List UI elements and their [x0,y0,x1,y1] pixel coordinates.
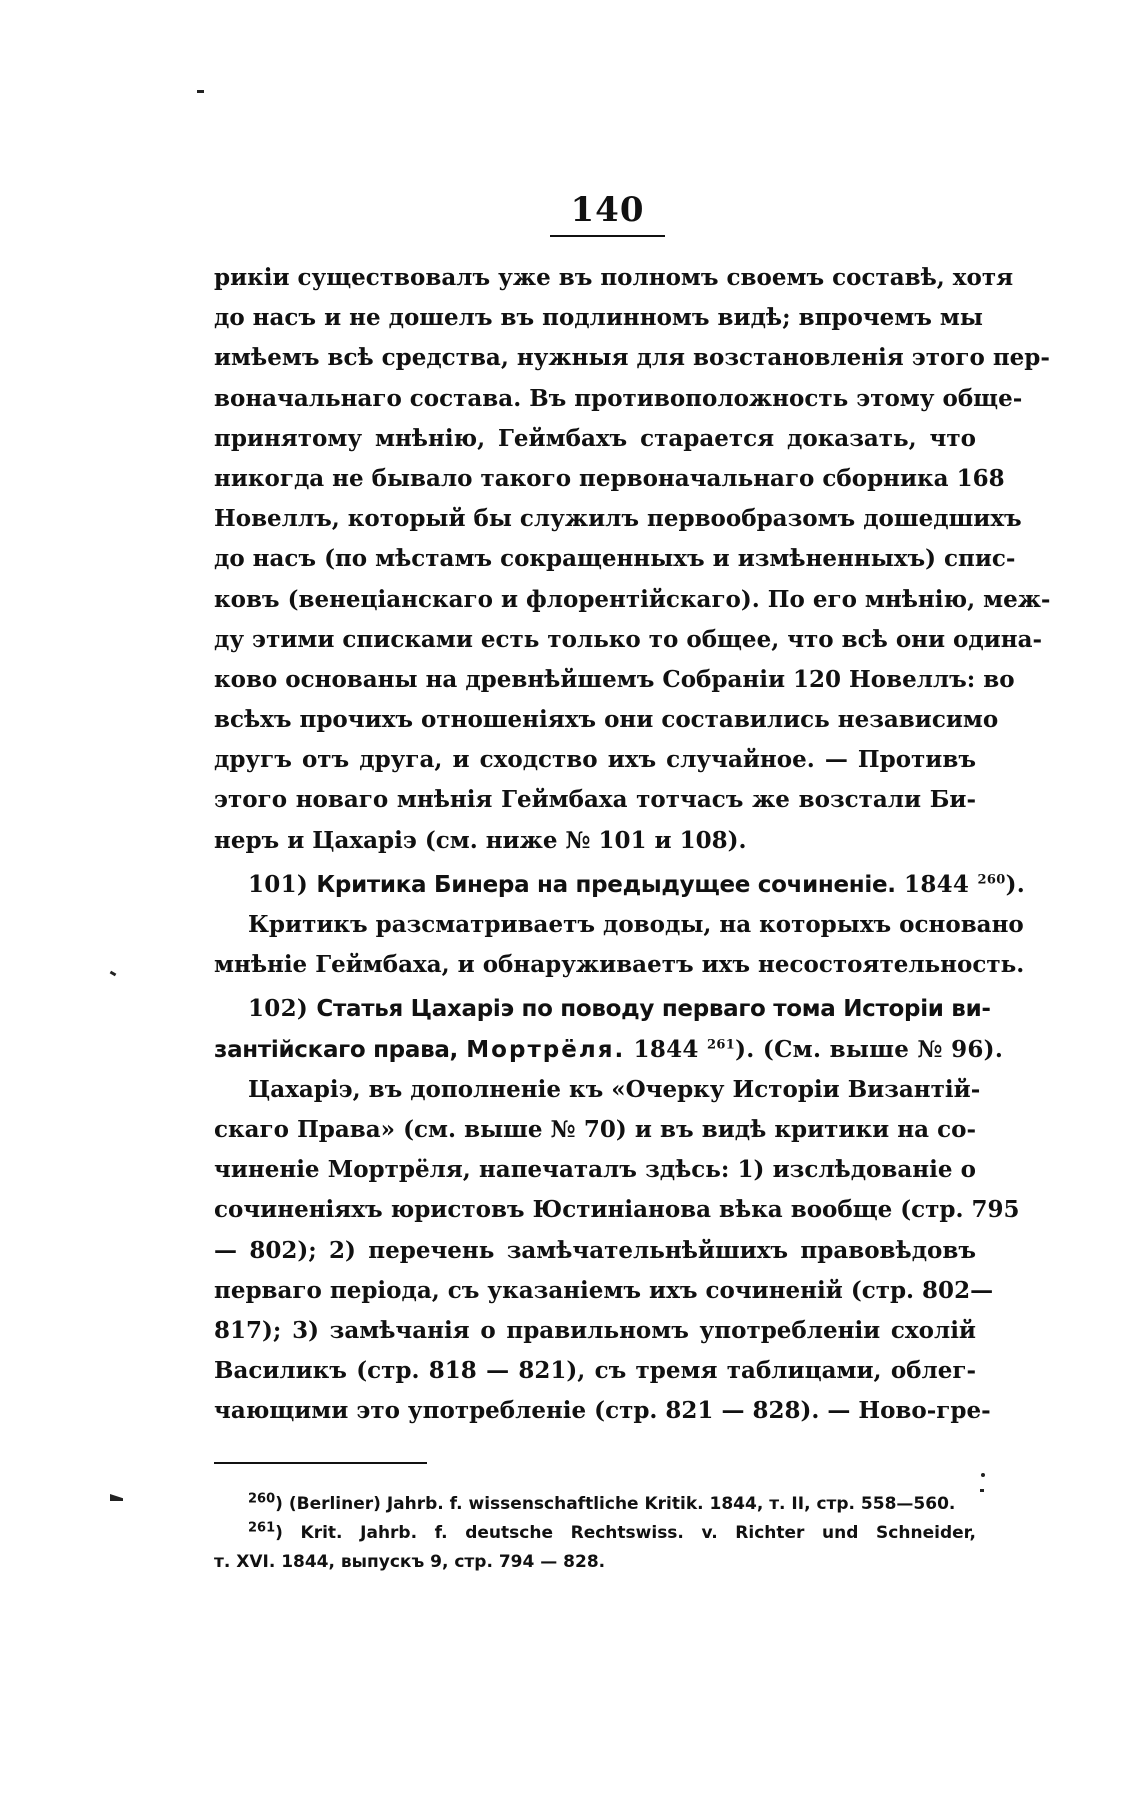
item-101-closing: ). [1005,870,1026,898]
body-line: другъ отъ друга, и сходство ихъ случайное. — Противъ [214,746,976,774]
body-line: 817); 3) замѣчанія о правильномъ употребленіи схолій [214,1316,976,1344]
body-line: скаго Права» (см. выше № 70) и въ видѣ критики на со- [214,1115,976,1143]
body-line: этого новаго мнѣнія Геймбаха тотчасъ же возстали Би- [214,786,976,814]
item-102-heading-cont [214,1030,1004,1070]
footnote-261-cont: т. XVI. 1844, выпускъ 9, стр. 794 — 828. [214,1552,606,1572]
item-102-title-cont: зантійскаго права, [214,1036,458,1063]
item-102-number: 102) [248,995,309,1023]
body-line: до насъ и не дошелъ въ подлинномъ видѣ; впрочемъ мы [214,304,983,332]
body-line: перваго періода, съ указаніемъ ихъ сочиненій (стр. 802— [214,1276,994,1304]
page-number-underline [550,235,665,237]
body-line: всѣхъ прочихъ отношеніяхъ они составились независимо [214,706,999,734]
body-line: Цахаріэ, въ дополненіе къ «Очерку Исторіи Византій- [248,1075,981,1103]
scan-speck-bottom-right-2 [980,1489,984,1492]
body-line: никогда не бывало такого первоначальнаго сборника 168 [214,464,1005,492]
body-line: сочиненіяхъ юристовъ Юстиніанова вѣка вообще (стр. 795 [214,1196,1020,1224]
body-line: воначальнаго состава. Въ противоположность этому обще- [214,384,1023,412]
page-number: 140 [570,190,645,230]
scan-speck-left [110,971,117,977]
body-line: Василикъ (стр. 818 — 821), съ тремя таблицами, облег- [214,1357,976,1385]
item-102-title: Статья Цахаріэ по поводу перваго тома Исторіи ви- [316,996,991,1023]
body-line: Критикъ разсматриваетъ доводы, на которыхъ основано [248,911,1024,938]
body-line: — 802); 2) перечень замѣчательнѣйшихъ правовѣдовъ [214,1236,976,1264]
item-101-year: 1844 [904,870,970,898]
body-line: мнѣніе Геймбаха, и обнаруживаетъ ихъ несостоятельность. [214,951,1025,979]
item-101-title: Критика Бинера на предыдущее сочиненіе. [316,871,896,898]
body-line: до насъ (по мѣстамъ сокращенныхъ и измѣненныхъ) спис- [214,545,1016,573]
footnote-ref-261: 261 [707,1036,736,1052]
item-102-year: 1844 [633,1035,699,1063]
body-line: принятому мнѣнію, Геймбахъ старается доказать, что [214,424,976,452]
page-body [214,258,1051,1431]
footnote-text: (Berliner) Jahrb. f. wissenschaftliche Kritik. 1844, т. II, стр. 558—560. [288,1494,956,1514]
body-line: Новеллъ, который бы служилъ первообразомъ дошедшихъ [214,505,1022,533]
body-line: имѣемъ всѣ средства, нужныя для возстановленія этого пер- [214,344,1050,372]
body-line: чающими это употребленіе (стр. 821 — 828). — Ново-гре- [214,1397,991,1425]
scan-speck-bottom-left [110,1494,123,1501]
footnote-261: $^{261}$) Krit. Jahrb. f. deutsche Rechtswiss. v. Richter und Schneider, [248,1520,976,1543]
footnote-separator [214,1462,427,1464]
footnote-marker: 260 [248,1491,276,1507]
item-101-heading [214,865,1026,905]
scan-speck-top [197,90,204,93]
body-line: рикіи существовалъ уже въ полномъ своемъ составѣ, хотя [214,264,1014,291]
item-102-author: Мортрёля. [466,1036,626,1063]
item-102-heading [214,989,991,1029]
body-line: ду этими списками есть только то общее, что всѣ они одина- [214,625,1043,653]
scan-speck-bottom-right [981,1473,985,1477]
body-line: чиненіе Мортрёля, напечаталъ здѣсь: 1) изслѣдованіе о [214,1156,976,1184]
footnote-text: Krit. Jahrb. f. deutsche Rechtswiss. v. Richter und Schneider, [300,1523,976,1543]
footnote-260: $^{260}$) (Berliner) Jahrb. f. wissenschaftliche Kritik. 1844, т. II, стр. 558—560. [248,1491,956,1514]
body-line: ковъ (венеціанскаго и флорентійскаго). По его мнѣнію, меж- [214,585,1051,613]
item-101-number: 101) [248,870,309,898]
footnote-ref-260: 260 [977,872,1006,888]
body-line: ково основаны на древнѣйшемъ Собраніи 120 Новеллъ: во [214,665,1015,693]
body-line: неръ и Цахаріэ (см. ниже № 101 и 108). [214,826,747,854]
footnote-marker: 261 [248,1520,276,1536]
item-102-closing: ). (См. выше № 96). [735,1035,1004,1063]
footnotes [214,1490,976,1577]
